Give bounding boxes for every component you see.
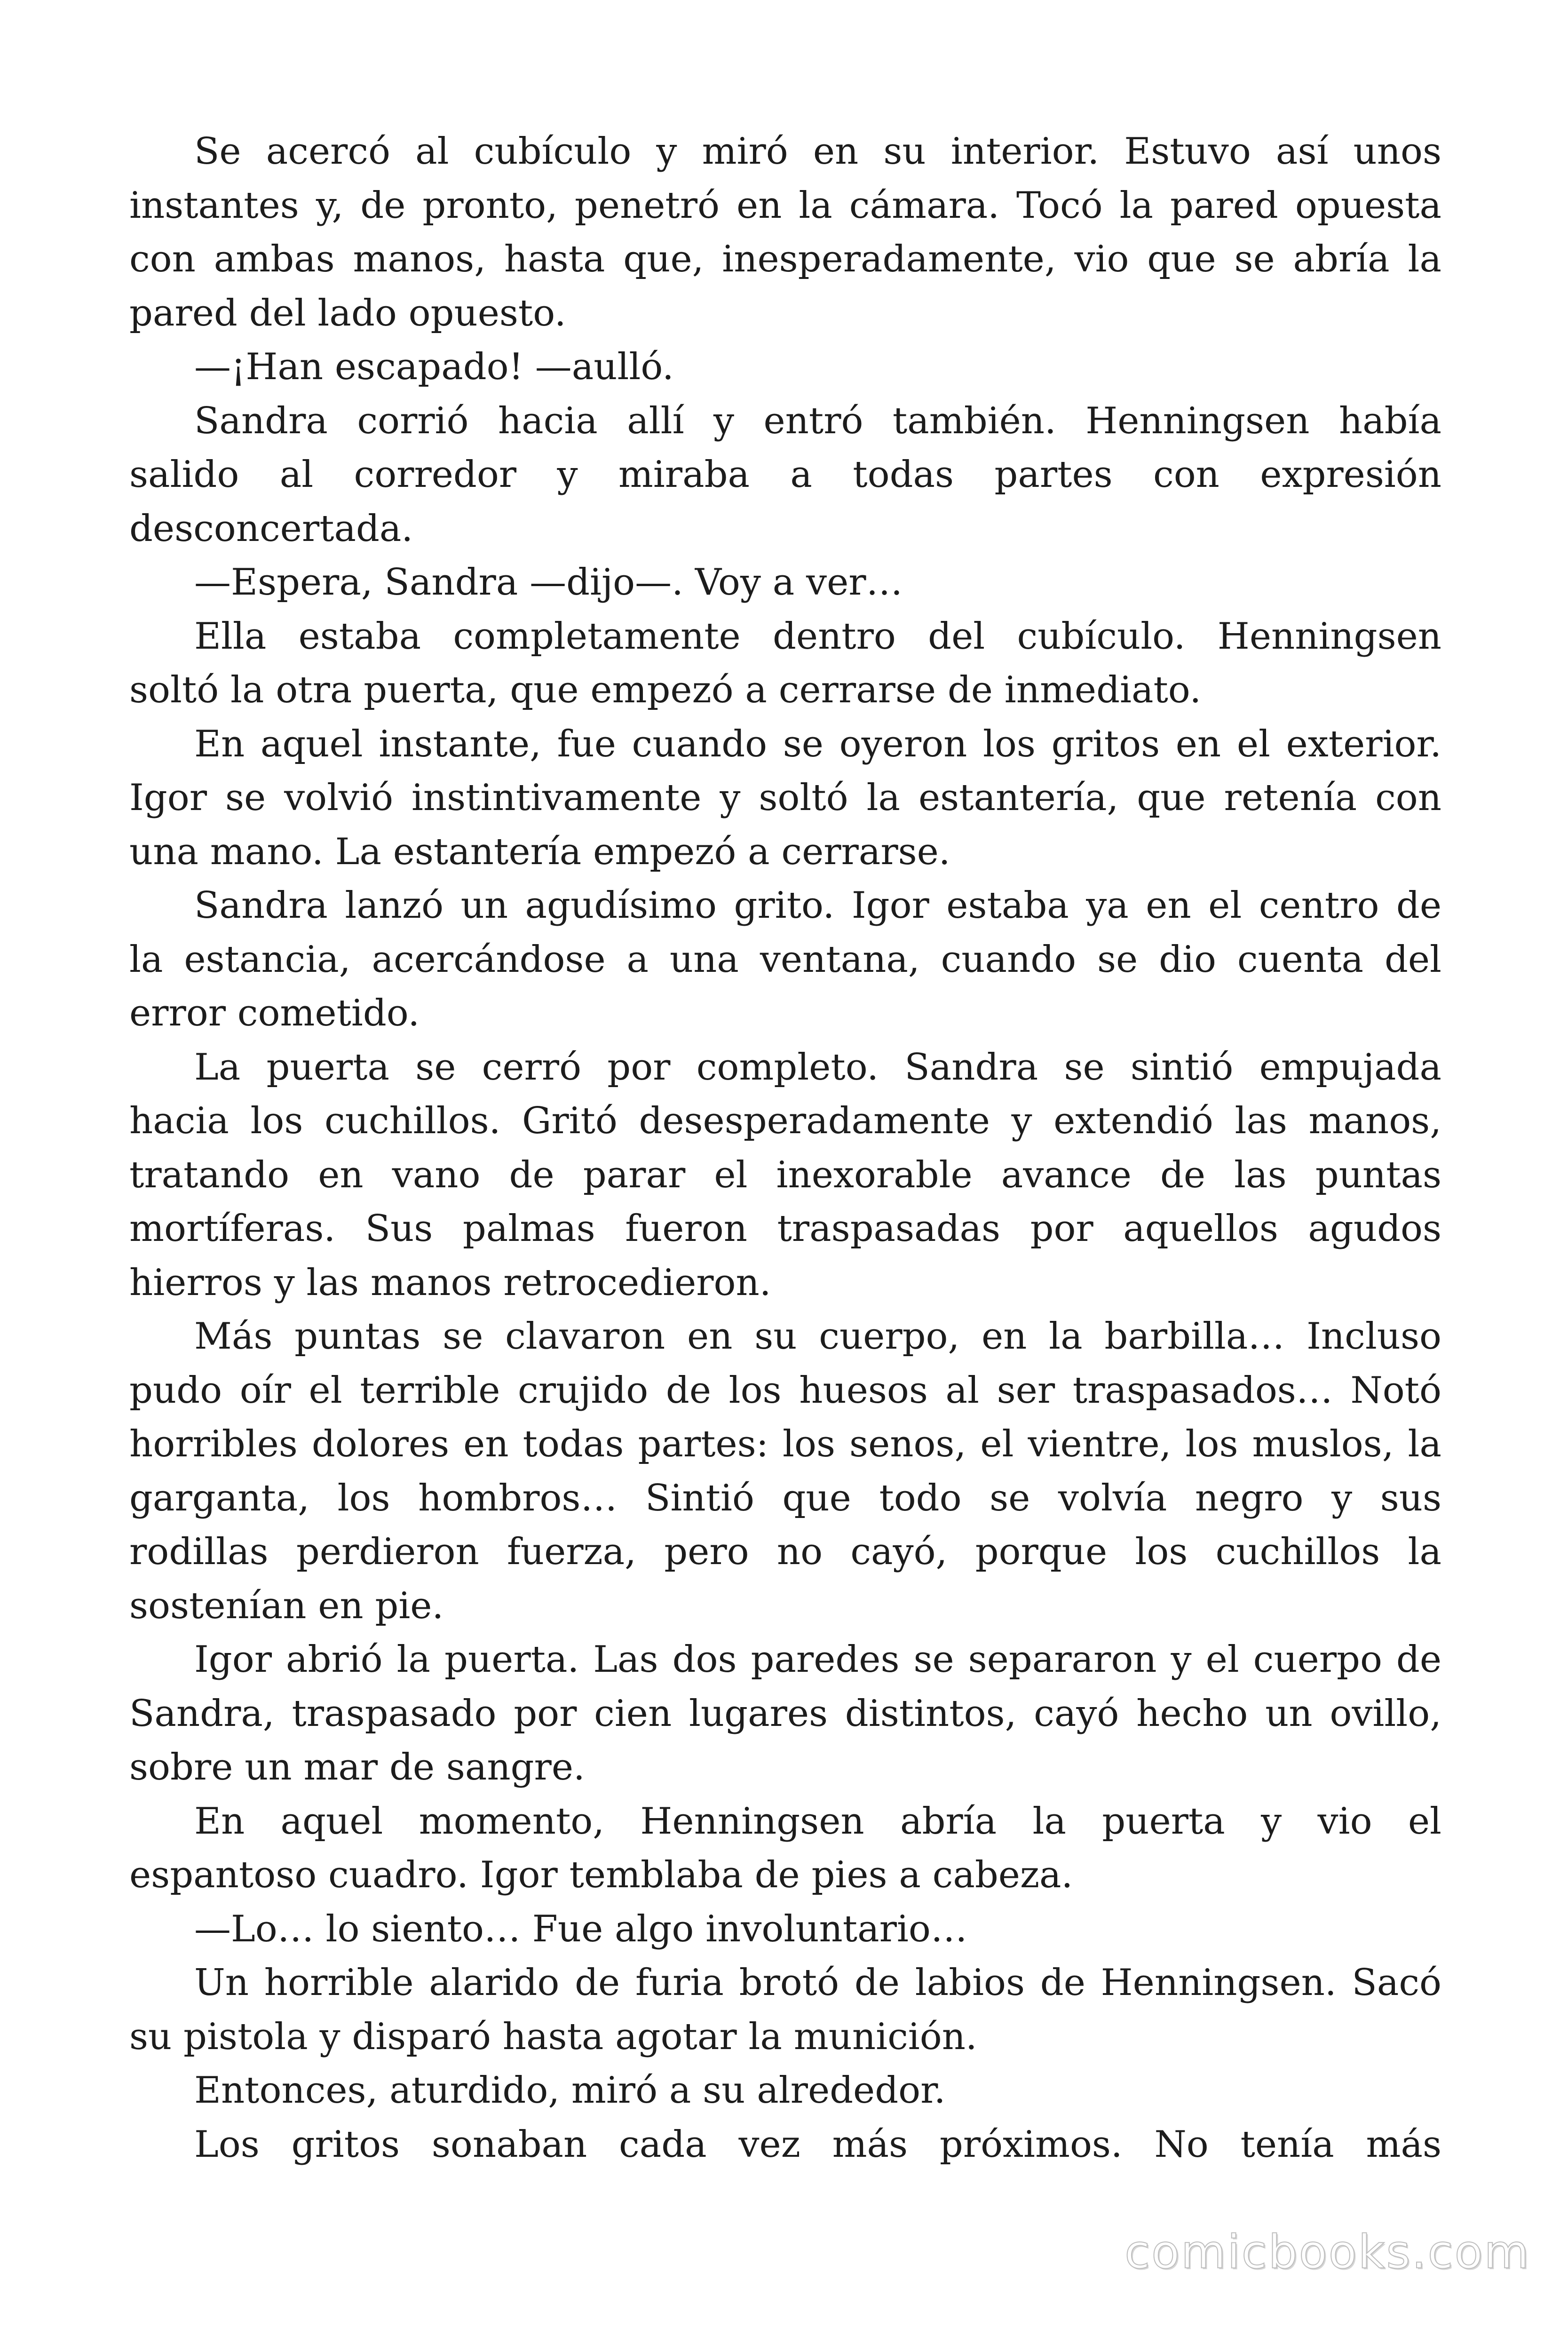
text-line: hierros y las manos retrocedieron. (129, 1261, 771, 1304)
text-line: Ella estaba completamente dentro del cubículo. Henningsen (194, 615, 1441, 658)
text-line: Sandra, traspasado por cien lugares distintos, cayó hecho un ovillo, (129, 1692, 1441, 1735)
text-line: pared del lado opuesto. (129, 292, 566, 334)
text-line: sobre un mar de sangre. (129, 1746, 585, 1788)
watermark: comicbooks.com (1125, 2225, 1530, 2279)
page-body (129, 125, 1441, 2171)
text-line: mortíferas. Sus palmas fueron traspasadas por aquellos agudos (129, 1208, 1441, 1250)
text-line: Entonces, aturdido, miró a su alrededor. (194, 2069, 946, 2112)
text-line: En aquel instante, fue cuando se oyeron los gritos en el exterior. (194, 723, 1441, 765)
text-line: una mano. La estantería empezó a cerrarse. (129, 830, 950, 873)
text-line: Sandra corrió hacia allí y entró también. Henningsen había (194, 399, 1441, 442)
text-line: Los gritos sonaban cada vez más próximos. No tenía más (194, 2123, 1441, 2166)
text-line: la estancia, acercándose a una ventana, cuando se dio cuenta del (129, 938, 1441, 981)
text-line: Se acercó al cubículo y miró en su interior. Estuvo así unos (194, 130, 1441, 173)
text-line: error cometido. (129, 992, 420, 1034)
text-line: —Lo… lo siento… Fue algo involuntario… (194, 1907, 967, 1950)
text-line: con ambas manos, hasta que, inesperadamente, vio que se abría la (129, 238, 1441, 280)
text-line: garganta, los hombros… Sintió que todo se volvía negro y sus (129, 1477, 1441, 1519)
text-line: La puerta se cerró por completo. Sandra se sintió empujada (194, 1046, 1441, 1089)
text-line: Un horrible alarido de furia brotó de labios de Henningsen. Sacó (194, 1962, 1441, 2004)
text-line: salido al corredor y miraba a todas partes con expresión (129, 453, 1441, 496)
text-line: —Espera, Sandra —dijo—. Voy a ver… (194, 561, 903, 604)
text-line: horribles dolores en todas partes: los senos, el vientre, los muslos, la (129, 1423, 1441, 1465)
text-line: —¡Han escapado! —aulló. (194, 346, 674, 388)
text-line: su pistola y disparó hasta agotar la munición. (129, 2015, 977, 2058)
text-line: espantoso cuadro. Igor temblaba de pies a cabeza. (129, 1854, 1073, 1896)
text-line: soltó la otra puerta, que empezó a cerrarse de inmediato. (129, 669, 1202, 711)
text-line: rodillas perdieron fuerza, pero no cayó, porque los cuchillos la (129, 1531, 1441, 1573)
text-line: sostenían en pie. (129, 1584, 444, 1627)
text-line: desconcertada. (129, 507, 413, 550)
text-line: pudo oír el terrible crujido de los huesos al ser traspasados… Notó (129, 1369, 1441, 1412)
text-line: Igor se volvió instintivamente y soltó la estantería, que retenía con (129, 777, 1441, 819)
text-line: instantes y, de pronto, penetró en la cámara. Tocó la pared opuesta (129, 184, 1441, 227)
text-line: Sandra lanzó un agudísimo grito. Igor estaba ya en el centro de (194, 884, 1441, 927)
text-line: tratando en vano de parar el inexorable avance de las puntas (129, 1153, 1441, 1196)
text-line: Igor abrió la puerta. Las dos paredes se separaron y el cuerpo de (194, 1638, 1441, 1681)
text-line: Más puntas se clavaron en su cuerpo, en la barbilla… Incluso (194, 1315, 1441, 1358)
text-line: En aquel momento, Henningsen abría la puerta y vio el (194, 1800, 1441, 1843)
text-line: hacia los cuchillos. Gritó desesperadamente y extendió las manos, (129, 1100, 1441, 1142)
